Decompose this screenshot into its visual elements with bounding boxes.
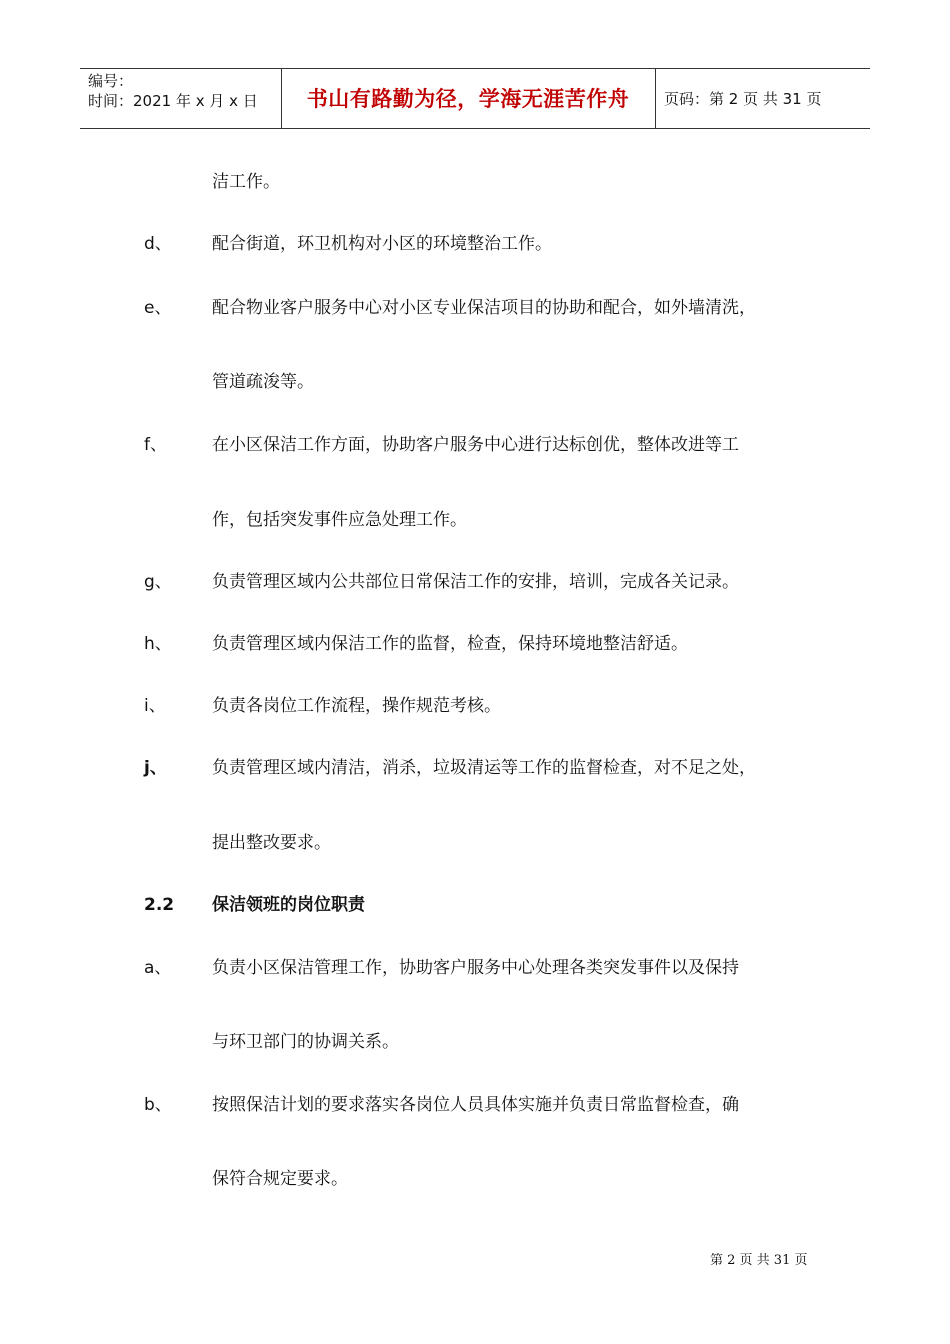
header-meta bbox=[88, 71, 278, 111]
list-marker-e: e、 bbox=[144, 298, 172, 318]
header-motto: 书山有路勤为径，学海无涯苦作舟 bbox=[306, 86, 630, 111]
header-page-info: 页码：第 2 页 共 31 页 bbox=[664, 90, 822, 108]
list-marker-g: g、 bbox=[144, 572, 172, 592]
list-item-j-line2: 提出整改要求。 bbox=[212, 833, 331, 853]
list-marker-d: d、 bbox=[144, 234, 172, 254]
list-marker-i: i、 bbox=[144, 696, 166, 716]
list-item-b-line2: 保符合规定要求。 bbox=[212, 1169, 348, 1189]
list-item-e-line2: 管道疏浚等。 bbox=[212, 372, 314, 392]
list-item-e-line1: 配合物业客户服务中心对小区专业保洁项目的协助和配合，如外墙清洗， bbox=[212, 298, 756, 318]
list-item-i: 负责各岗位工作流程，操作规范考核。 bbox=[212, 696, 501, 716]
section-title: 保洁领班的岗位职责 bbox=[212, 895, 365, 915]
list-item-f-line2: 作，包括突发事件应急处理工作。 bbox=[212, 510, 467, 530]
list-marker-b: b、 bbox=[144, 1095, 172, 1115]
document-time: 时间：2021 年 x 月 x 日 bbox=[88, 92, 258, 110]
page-header bbox=[80, 68, 870, 129]
list-marker-j: j、 bbox=[144, 758, 167, 778]
page-footer: 第 2 页 共 31 页 bbox=[710, 1253, 808, 1268]
list-item-g: 负责管理区域内公共部位日常保洁工作的安排，培训，完成各关记录。 bbox=[212, 572, 739, 592]
list-item-f-line1: 在小区保洁工作方面，协助客户服务中心进行达标创优，整体改进等工 bbox=[212, 435, 739, 455]
section-number: 2.2 bbox=[144, 895, 175, 915]
list-item-b-line1: 按照保洁计划的要求落实各岗位人员具体实施并负责日常监督检查，确 bbox=[212, 1095, 739, 1115]
list-item-j-line1: 负责管理区域内清洁，消杀，垃圾清运等工作的监督检查，对不足之处， bbox=[212, 758, 756, 778]
list-item-h: 负责管理区域内保洁工作的监督，检查，保持环境地整洁舒适。 bbox=[212, 634, 688, 654]
list-marker-f: f、 bbox=[144, 435, 167, 455]
list-marker-h: h、 bbox=[144, 634, 172, 654]
document-number-label: 编号： bbox=[88, 72, 134, 90]
list-item-d: 配合街道，环卫机构对小区的环境整治工作。 bbox=[212, 234, 552, 254]
header-divider bbox=[655, 69, 656, 128]
continued-text: 洁工作。 bbox=[212, 172, 280, 192]
list-item-a-line1: 负责小区保洁管理工作，协助客户服务中心处理各类突发事件以及保持 bbox=[212, 958, 739, 978]
list-marker-a: a、 bbox=[144, 958, 172, 978]
list-item-a-line2: 与环卫部门的协调关系。 bbox=[212, 1032, 399, 1052]
